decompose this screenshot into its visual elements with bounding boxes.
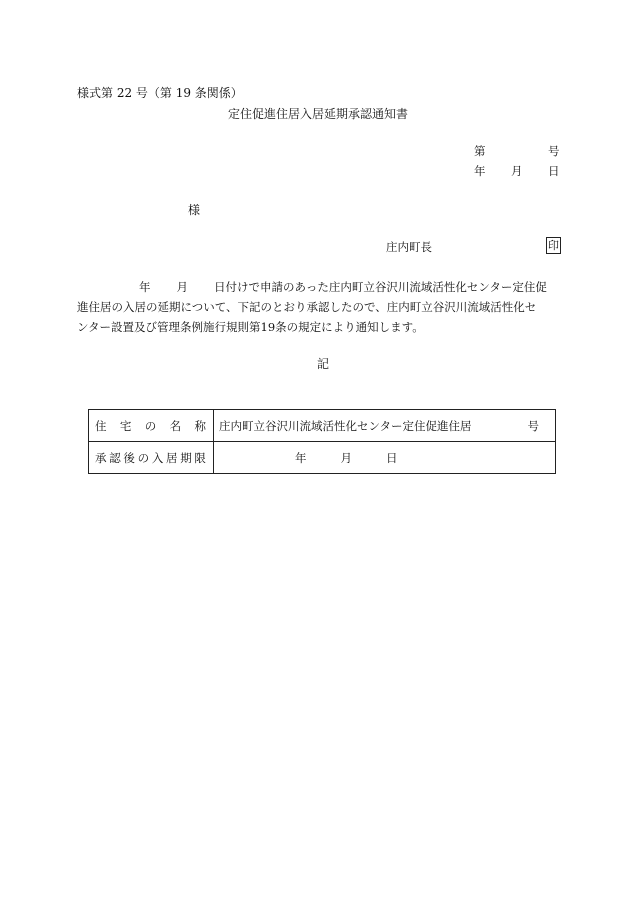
issue-date-year: 年 bbox=[474, 164, 486, 178]
document-number-prefix: 第 bbox=[474, 144, 486, 158]
document-number-suffix: 号 bbox=[548, 144, 560, 158]
body-month: 月 bbox=[176, 280, 188, 294]
body-year: 年 bbox=[139, 280, 151, 294]
deadline-month: 月 bbox=[340, 450, 352, 465]
deadline-year: 年 bbox=[295, 450, 307, 465]
house-name-label: 住 宅 の 名 称 bbox=[89, 410, 214, 442]
notice-body-line-3: ンター設置及び管理条例施行規則第19条の規定により通知します。 bbox=[77, 320, 424, 334]
issue-date-month: 月 bbox=[511, 164, 523, 178]
notice-body-line-1 bbox=[77, 277, 555, 297]
seal-mark: 印 bbox=[548, 239, 559, 252]
notice-body bbox=[77, 277, 555, 337]
house-number-suffix: 号 bbox=[527, 418, 539, 433]
details-table bbox=[88, 409, 556, 474]
house-name-value bbox=[214, 410, 556, 442]
document-title: 定住促進住居入居延期承認通知書 bbox=[228, 107, 409, 121]
house-name-text: 庄内町立谷沢川流域活性化センター定住促進住居 bbox=[219, 418, 472, 433]
ki-heading: 記 bbox=[317, 357, 330, 371]
body-line1-text: 日付けで申請のあった庄内町立谷沢川流域活性化センター定住促 bbox=[214, 280, 547, 294]
table-row-deadline bbox=[89, 442, 556, 474]
deadline-value bbox=[214, 442, 556, 474]
issue-date-day: 日 bbox=[548, 164, 560, 178]
deadline-label: 承 認 後 の 入 居 期 限 bbox=[89, 442, 214, 474]
notice-body-line-2: 進住居の入居の延期について、下記のとおり承認したので、庄内町立谷沢川流域活性化セ bbox=[77, 300, 537, 314]
issuer-title: 庄内町長 bbox=[386, 240, 432, 254]
form-number: 様式第 22 号（第 19 条関係） bbox=[77, 86, 243, 100]
deadline-day: 日 bbox=[386, 450, 398, 465]
table-row-house-name bbox=[89, 410, 556, 442]
addressee-honorific: 様 bbox=[188, 203, 201, 217]
